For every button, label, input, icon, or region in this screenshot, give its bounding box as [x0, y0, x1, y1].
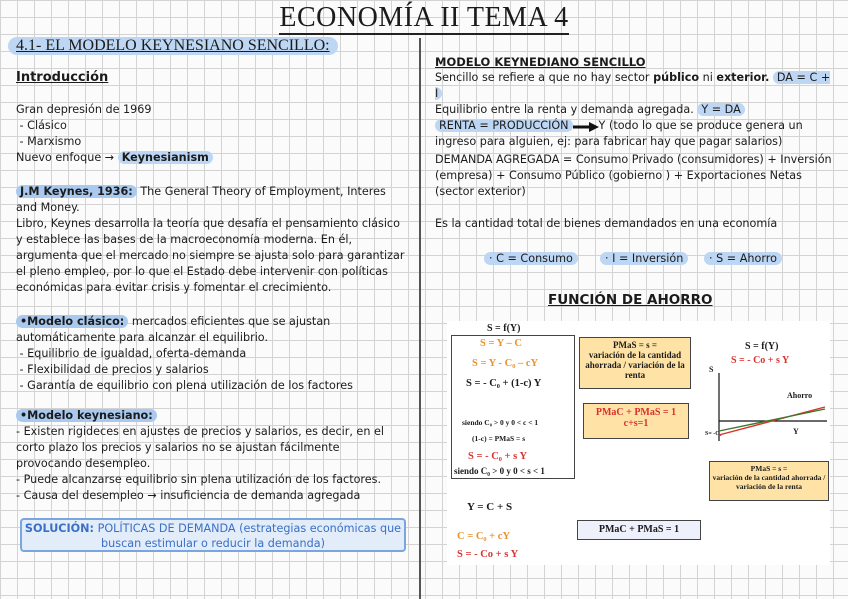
- line2-text: Equilibrio entre la renta y demanda agregada.: [435, 103, 694, 116]
- classic-text: mercados eficientes que se ajustan automáticamente para alcanzar el equilibrio.: [16, 315, 331, 344]
- arrow-icon: [573, 121, 599, 131]
- model-line-3: [435, 118, 839, 150]
- section-heading: 4.1- EL MODELO KEYNESIANO SENCILLO:: [8, 37, 338, 55]
- page-title: ECONOMÍA II TEMA 4: [279, 2, 569, 33]
- graph-sf: S = f(Y): [745, 341, 779, 352]
- keynesian-item: - Causa del desempleo → insuficiencia de demanda agregada: [16, 489, 361, 502]
- classic-model: [16, 314, 408, 394]
- column-divider: [419, 38, 421, 599]
- classic-intro: [16, 314, 408, 346]
- keynesianism-term: Keynesianism: [118, 151, 213, 164]
- keynes-block: [16, 184, 408, 296]
- line3-y: Y: [598, 119, 606, 132]
- legend-item: · I = Inversión: [600, 252, 688, 265]
- legend-item: · C = Consumo: [484, 252, 578, 265]
- line1-text: Sencillo se refiere a que no hay sector: [435, 71, 654, 84]
- y-c-s: Y = C + S: [467, 501, 513, 513]
- model-line-2: [435, 102, 839, 118]
- quantity-text: Es la cantidad total de bienes demandados en una economía: [435, 217, 778, 230]
- pmas-title: PMaS = s =: [612, 340, 657, 350]
- pmas-definition: [579, 337, 691, 389]
- model-line-1: [435, 70, 839, 102]
- condition-1: siendo C₀ > 0 y 0 < c < 1: [462, 418, 539, 427]
- solution-box: [20, 518, 406, 552]
- line1-public: público: [653, 71, 700, 84]
- keynesian-item: - Puede alcanzarse equilibrio sin plena utilización de los factores.: [16, 473, 382, 486]
- legend-item: · S = Ahorro: [704, 252, 782, 265]
- new-focus: [16, 150, 213, 166]
- formula-s1: S = Y – C: [480, 338, 522, 349]
- intro-heading: Introducción: [16, 70, 109, 85]
- formula-y-da: Y = DA: [697, 103, 744, 116]
- function-title: FUNCIÓN DE AHORRO: [548, 292, 713, 308]
- solution-text: POLÍTICAS DE DEMANDA (estrategias económicas que buscan estimular o reducir la demanda): [97, 522, 402, 550]
- model-text: [435, 70, 839, 150]
- keynesian-item: - Existen rigideces en ajustes de precios y salarios, es decir, en el corto plazo los precios y salarios no se ajustan fácilmente provocando desempleo.: [16, 425, 384, 470]
- pmac-pmas-box: [583, 403, 689, 439]
- classic-label: •Modelo clásico:: [16, 315, 128, 328]
- intro-line: - Marxismo: [16, 135, 82, 148]
- solution-label: SOLUCIÓN:: [24, 522, 95, 535]
- legend-consumo: [484, 247, 578, 266]
- formula-s4: S = - C₀ + s Y: [468, 451, 528, 462]
- graph-s-axis-label: S: [709, 365, 714, 374]
- line1-mid: ni: [699, 71, 717, 84]
- c-plus-s: c+s=1: [623, 418, 649, 429]
- model-heading: MODELO KEYNEDIANO SENCILLO: [435, 55, 646, 69]
- condition-2: (1-c) = PMaS = s: [472, 434, 526, 443]
- demand-text: DEMANDA AGREGADA = Consumo Privado (consumidores) + Inversión (empresa) + Consumo Público (gobierno ) + Exportaciones Netas (sector exterior): [435, 153, 832, 198]
- formula-s3: S = - C₀ + (1-c) Y: [466, 378, 542, 389]
- intro-list: [16, 102, 213, 166]
- pmac-sum: PMaC + PMaS = 1: [595, 407, 677, 418]
- line1-exterior: exterior.: [716, 71, 770, 84]
- graph-equation: S = - Co + s Y: [731, 355, 790, 366]
- line3-rest: (todo lo que se produce genera un ingreso para alguien, ej: para fabricar hay que pagar salarios): [435, 119, 803, 148]
- graph-ahorro-label: Ahorro: [787, 391, 813, 400]
- classic-item: - Equilibrio de igualdad, oferta-demanda: [16, 347, 247, 360]
- formula-da: DA = C + I: [435, 71, 831, 100]
- pmac-pmas-box-2: PMaC + PMaS = 1: [577, 520, 701, 540]
- keynes-ref: J.M Keynes, 1936:: [16, 185, 137, 198]
- classic-item: - Garantía de equilibrio con plena utilización de los factores: [16, 379, 353, 392]
- pmas-body: variación de la cantidad ahorrada / variación de la renta: [585, 350, 685, 380]
- savings-formula: S = - Co + s Y: [457, 549, 519, 560]
- savings-graph: [713, 373, 829, 443]
- keynes-ref-line: [16, 184, 408, 216]
- graph-savings-line-b: [719, 409, 825, 431]
- keynes-description: Libro, Keynes desarrolla la teoría que desafía el pensamiento clásico y establece las bases de la macroeconomía moderna. En él, argumenta que el mercado no siempre se ajusta solo para garantizar el pleno empleo, por lo que el Estado debe intervenir con políticas económicas para evitar crisis y fomentar el crecimiento.: [16, 217, 405, 294]
- keynesian-label: •Modelo keynesiano:: [16, 409, 157, 422]
- classic-item: - Flexibilidad de precios y salarios: [16, 363, 209, 376]
- legend-ahorro: [704, 247, 782, 266]
- keynesian-model: [16, 408, 408, 504]
- keynes-book: The General Theory of Employment, Interes and Money.: [16, 185, 386, 214]
- intro-line: Gran depresión de 1969: [16, 103, 152, 116]
- consumption-formula: C = C₀ + cY: [457, 531, 511, 542]
- graph-y-axis-label: Y: [793, 427, 799, 436]
- pmas-box-2: [709, 461, 829, 501]
- legend-inversion: [600, 247, 688, 266]
- graph-neg-label: S= -C₀: [705, 431, 722, 437]
- formula-renta: RENTA = PRODUCCIÓN: [435, 119, 573, 132]
- pmas-box2-title: PMaS = s =: [750, 464, 788, 473]
- formula-s2: S = Y - C₀ – cY: [472, 358, 539, 369]
- savings-panel: [447, 321, 830, 565]
- intro-line: - Clásico: [16, 119, 67, 132]
- pmas-box2-body: variación de la cantidad ahorrada / variación de la renta: [712, 473, 826, 491]
- condition-3: siendo C₀ > 0 y 0 < s < 1: [454, 466, 545, 476]
- sf-label: S = f(Y): [487, 323, 521, 334]
- new-focus-prefix: Nuevo enfoque →: [16, 151, 115, 164]
- formula-box: [451, 335, 575, 479]
